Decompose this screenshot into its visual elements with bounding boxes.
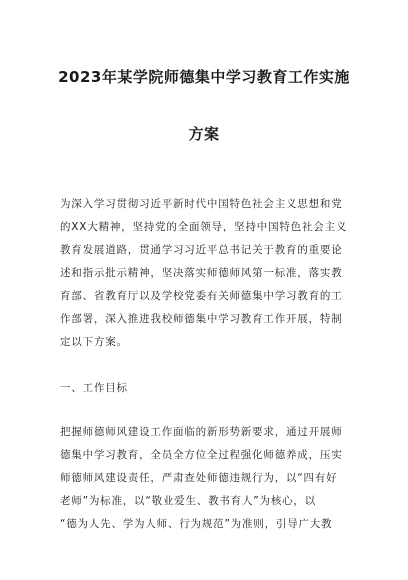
intro-line-3: 教育发展道路，贯通学习习近平总书记关于教育的重要论: [60, 244, 343, 256]
document-title-line-1: 2023年某学院师德集中学习教育工作实施: [58, 68, 350, 86]
intro-line-5: 育部、省教育厅以及学校党委有关师德集中学习教育的工: [60, 290, 343, 302]
section-heading-goals: 一、工作目标: [60, 382, 128, 394]
intro-line-7: 定以下方案。: [60, 336, 128, 348]
intro-line-6: 作部署，深入推进我校师德集中学习教育工作开展，特制: [60, 313, 343, 325]
document-title-line-2: 方案: [188, 125, 220, 143]
intro-line-1: 为深入学习贯彻习近平新时代中国特色社会主义思想和党: [60, 198, 343, 210]
goals-line-3: 师德师风建设责任，严肃查处师德违规行为，以“四有好: [60, 472, 338, 484]
goals-line-2: 德集中学习教育，全员全方位全过程强化师德养成，压实: [60, 449, 343, 461]
goals-line-1: 把握师德师风建设工作面临的新形势新要求，通过开展师: [60, 426, 343, 438]
intro-line-4: 述和指示批示精神，坚决落实师德师风第一标准，落实教: [60, 267, 343, 279]
intro-line-2: 的XX大精神，坚持党的全面领导，坚持中国特色社会主义: [60, 221, 348, 233]
goals-line-5: “德为人先、学为人师、行为规范”为准则，引导广大教: [60, 518, 333, 530]
goals-line-4: 老师”为标准，以“敬业爱生、教书育人”为核心，以: [60, 495, 317, 507]
